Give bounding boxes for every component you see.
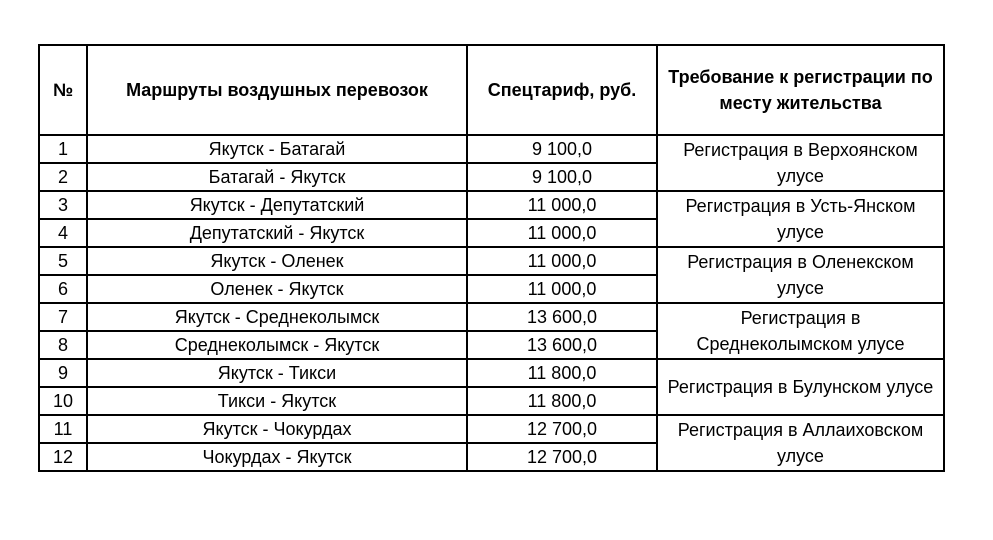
cell-route: Батагай - Якутск — [87, 163, 467, 191]
cell-price: 12 700,0 — [467, 443, 657, 471]
cell-price: 12 700,0 — [467, 415, 657, 443]
cell-price: 13 600,0 — [467, 331, 657, 359]
cell-route: Якутск - Депутатский — [87, 191, 467, 219]
cell-num: 11 — [39, 415, 87, 443]
table-row — [39, 359, 944, 387]
cell-num: 5 — [39, 247, 87, 275]
table-row — [39, 303, 944, 331]
table-row — [39, 415, 944, 443]
cell-price: 11 000,0 — [467, 191, 657, 219]
table-row — [39, 247, 944, 275]
header-requirement: Требование к регистрации по месту жительства — [657, 45, 944, 135]
cell-route: Якутск - Оленек — [87, 247, 467, 275]
cell-num: 10 — [39, 387, 87, 415]
cell-route: Тикси - Якутск — [87, 387, 467, 415]
cell-requirement: Регистрация в Булунском улусе — [657, 359, 944, 415]
cell-requirement: Регистрация в Оленекском улусе — [657, 247, 944, 303]
cell-route: Оленек - Якутск — [87, 275, 467, 303]
header-route: Маршруты воздушных перевозок — [87, 45, 467, 135]
cell-price: 11 800,0 — [467, 387, 657, 415]
cell-num: 8 — [39, 331, 87, 359]
cell-requirement: Регистрация в Усть-Янском улусе — [657, 191, 944, 247]
tariffs-table — [38, 44, 945, 472]
cell-route: Якутск - Батагай — [87, 135, 467, 163]
cell-num: 9 — [39, 359, 87, 387]
header-num: № — [39, 45, 87, 135]
cell-num: 7 — [39, 303, 87, 331]
table-row — [39, 191, 944, 219]
header-price: Спецтариф, руб. — [467, 45, 657, 135]
table-row — [39, 135, 944, 163]
cell-price: 9 100,0 — [467, 163, 657, 191]
cell-price: 13 600,0 — [467, 303, 657, 331]
cell-num: 1 — [39, 135, 87, 163]
cell-route: Якутск - Среднеколымск — [87, 303, 467, 331]
cell-route: Якутск - Тикси — [87, 359, 467, 387]
cell-num: 6 — [39, 275, 87, 303]
cell-price: 9 100,0 — [467, 135, 657, 163]
cell-price: 11 000,0 — [467, 275, 657, 303]
cell-requirement: Регистрация в Аллаиховском улусе — [657, 415, 944, 471]
cell-requirement: Регистрация в Среднеколымском улусе — [657, 303, 944, 359]
table-header-row — [39, 45, 944, 135]
cell-requirement: Регистрация в Верхоянском улусе — [657, 135, 944, 191]
cell-num: 3 — [39, 191, 87, 219]
cell-num: 2 — [39, 163, 87, 191]
cell-num: 4 — [39, 219, 87, 247]
cell-route: Среднеколымск - Якутск — [87, 331, 467, 359]
cell-price: 11 000,0 — [467, 219, 657, 247]
cell-route: Чокурдах - Якутск — [87, 443, 467, 471]
cell-price: 11 800,0 — [467, 359, 657, 387]
cell-route: Якутск - Чокурдах — [87, 415, 467, 443]
cell-route: Депутатский - Якутск — [87, 219, 467, 247]
cell-num: 12 — [39, 443, 87, 471]
cell-price: 11 000,0 — [467, 247, 657, 275]
